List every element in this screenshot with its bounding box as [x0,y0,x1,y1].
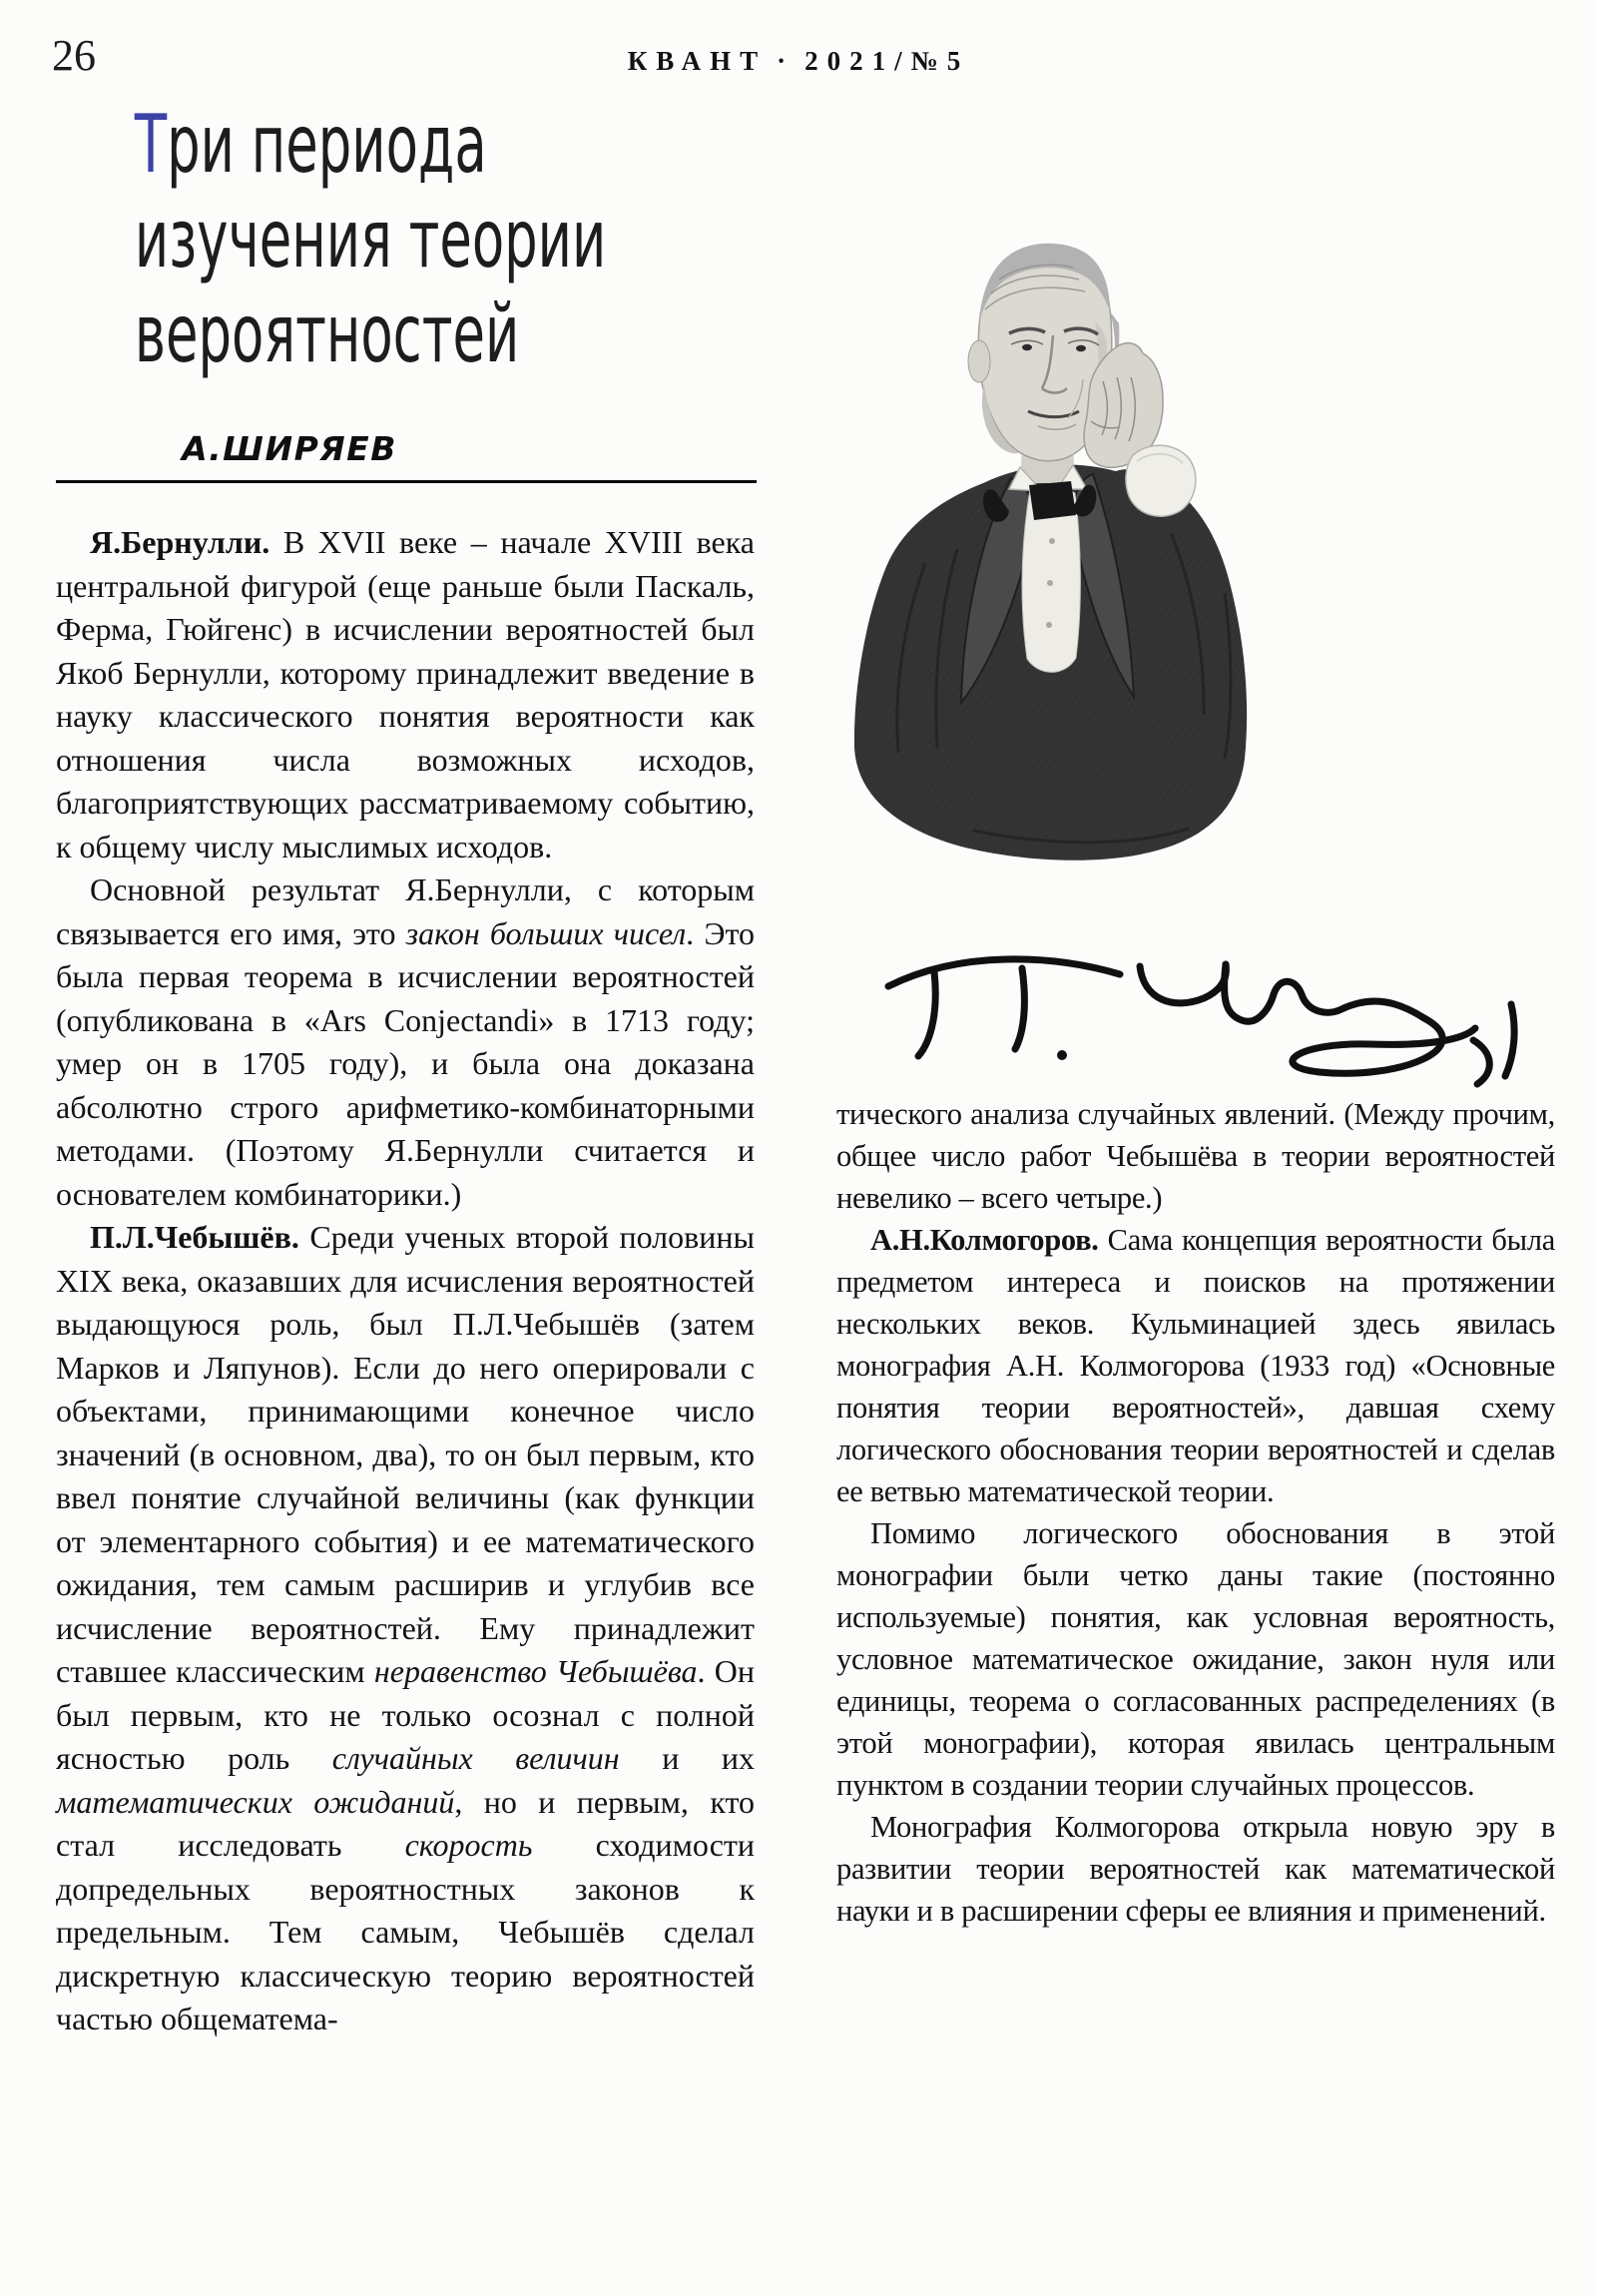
journal-name: КВАНТ [627,46,768,76]
italic-run: скорость [404,1827,533,1863]
text-run: . Это была первая теорема в исчислении вероятностей (опубликована в «Ars Conjectandi» в 1713 году; умер он в 1705 году), и была она доказана абсолютно строго арифметико-комбинаторными методами. (Поэтому Я.Бернулли считается и основателем комбинаторики.) [56,914,755,1212]
running-header [0,46,1597,77]
author-name: А.ШИРЯЕВ [182,429,397,468]
title-line-1-rest: ри периода [167,98,487,191]
text-run: Сама концепция вероятности была предметом интереса и поисков на протяжении нескольких веков. Кульминацией здесь явилась монография А.Н. Колмогорова (1933 год) «Основные понятия теории вероятностей», давшая схему логического обоснования теории вероятностей и сделав ее ветвью математической теории. [836,1223,1555,1508]
text-run: Основной результат Я.Бернулли, с которым связывается его имя, это [56,871,755,951]
text-run: Монография Колмогорова открыла новую эру в развитии теории вероятностей как математической науки и в расширении сферы ее влияния и применений. [836,1810,1555,1928]
text-run: , но и первым, кто стал исследовать [56,1783,755,1863]
paragraph [836,1219,1555,1512]
text-run: и их [619,1740,755,1776]
title-line-2: изучения теории [134,193,607,286]
text-run: . Он был первым, кто не только осознал с полной ясностью роль [56,1653,756,1776]
italic-run: закон больших чисел [405,914,687,951]
title-line-3: вероятностей [134,287,520,380]
page-number: 26 [52,31,96,80]
text-run: тического анализа случайных явлений. (Между прочим, общее число работ Чебышёва в теории вероятностей невелико – всего четыре.) [836,1097,1555,1215]
italic-run: математических ожиданий [56,1783,455,1820]
author-divider-rule [56,480,757,483]
chebyshev-portrait-image [833,232,1269,878]
text-run: Помимо логического обоснования в этой монографии были четко даны такие (постоянно используемые) понятия, как условная вероятность, условное математическое ожидание, закон нуля или единицы, теорема о согласованных распределениях (в этой монографии), которая явилась центральным пунктом в создании теории случайных процессов. [836,1516,1555,1802]
title-line-1 [134,97,487,192]
paragraph [56,521,755,868]
text-run: Среди ученых второй половины XIX века, оказавших для исчисления вероятностей выдающуюся роль, был П.Л.Чебышёв (затем Марков и Ляпунов). Если до него оперировали с объектами, принимающими конечное число значений (в основном, два), то он был первым, кто ввел понятие случайной величины (как функции от элементарного события) и ее математического ожидания, тем самым расширив и углубив все исчисление вероятностей. Ему принадлежит ставшее классическим [56,1219,755,1689]
chebyshev-signature-svg [876,916,1523,1096]
chebyshev-portrait-svg [833,232,1269,878]
header-separator: · [777,46,796,76]
chebyshev-signature-image [876,916,1523,1096]
title-initial: Т [134,98,168,191]
issue-number: 2021/№5 [804,46,970,76]
bold-run: Я.Бернулли. [90,524,270,560]
paragraph [836,1806,1555,1932]
text-run: сходимости допредельных вероятностных законов к предельным. Тем самым, Чебышёв сделал дискретную классическую теорию вероятностей частью общематема- [56,1827,756,2036]
article-title [134,97,607,381]
right-text-column [836,1093,1555,1932]
text-run: В XVII веке – начале XVIII века центральной фигурой (еще раньше были Паскаль, Ферма, Гюйгенс) в исчислении вероятностей был Якоб Бернулли, которому принадлежит введение в науку классического понятия вероятности как отношения числа возможных исходов, благоприятствующих рассматриваемому событию, к общему числу мыслимых исходов. [56,524,755,864]
italic-run: неравенство Чебышёва [373,1653,698,1689]
paragraph [836,1093,1555,1219]
bold-run: А.Н.Колмогоров. [870,1223,1099,1257]
left-text-column [56,521,755,2041]
paragraph [56,868,755,1216]
paragraph [56,1216,755,2041]
paragraph [836,1512,1555,1806]
bold-run: П.Л.Чебышёв. [90,1219,299,1255]
italic-run: случайных величин [331,1740,620,1776]
